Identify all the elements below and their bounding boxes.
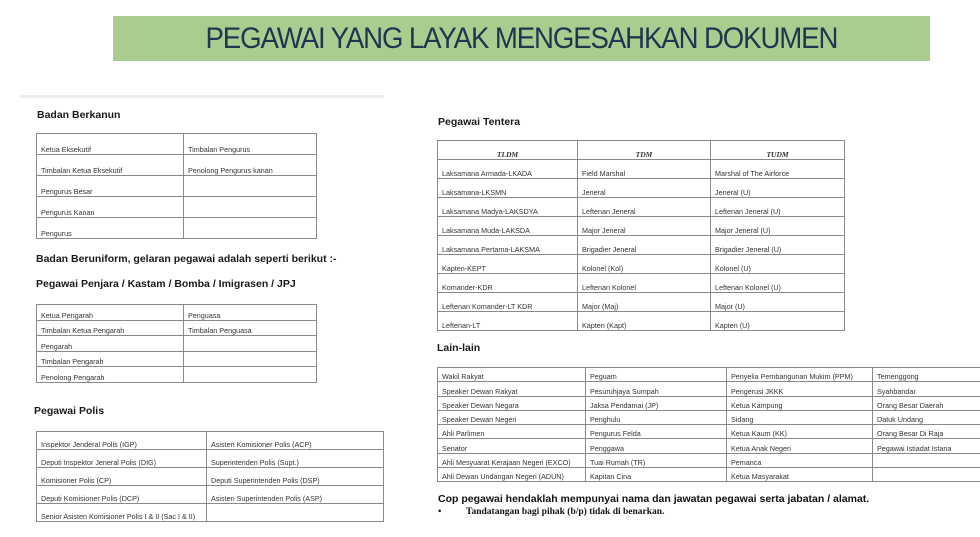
table-row [37,468,384,486]
table-badan-beruniform [36,304,317,383]
table-cell: Pengurus Felda [586,425,727,439]
table-cell: Major Jeneral (U) [711,217,845,236]
table-row [37,432,384,450]
table-cell: Pemanca [727,453,873,467]
table-row [438,312,845,331]
table-row [438,160,845,179]
table-cell: Orang Besar Di Raja [873,425,980,439]
table-cell: Timbalan Pengarah [37,351,184,367]
table-cell: Asisten Superintenden Polis (ASP) [207,486,384,504]
table-cell: Kapten (U) [711,312,845,331]
table-cell: Kapten (Kapt) [578,312,711,331]
table-row [438,293,845,312]
table-cell: Timbalan Penguasa [184,320,317,336]
table-row [37,320,317,336]
table-cell: Komander-KDR [438,274,578,293]
table-cell: Peguam [586,368,727,382]
table-cell: Pengarah [37,336,184,352]
table-cell [184,367,317,383]
table-row [438,236,845,255]
table-row [438,179,845,198]
table-row [438,439,980,453]
table-row [438,368,980,382]
table-cell: Speaker Dewan Rakyat [438,382,586,396]
table-row [438,274,845,293]
table-cell: Ketua Masyarakat [727,468,873,482]
table-cell: Penolong Pengurus kanan [184,155,317,176]
table-row [438,468,980,482]
table-row [37,197,317,218]
table-cell: Timbalan Ketua Eksekutif [37,155,184,176]
table-cell: Penguasa [184,305,317,321]
table-cell: Pengurus Besar [37,176,184,197]
table-cell: Kolonel (U) [711,255,845,274]
table-cell: Ketua Kampung [727,396,873,410]
table-cell: Penyelia Pembangunan Mukim (PPM) [727,368,873,382]
section-heading-pegawai-polis: Pegawai Polis [34,405,105,417]
table-cell [184,176,317,197]
table-cell: Ketua Eksekutif [37,134,184,155]
table-cell: Leftenan Komander-LT KDR [438,293,578,312]
table-pegawai-polis [36,431,384,522]
table-cell: Laksamana-LKSMN [438,179,578,198]
table-cell: Kapten-KEPT [438,255,578,274]
table-row [37,504,384,522]
table-cell: Pengerusi JKKK [727,382,873,396]
table-row [37,336,317,352]
table-row [37,367,317,383]
table-cell: Tuai Rumah (TR) [586,453,727,467]
table-cell: Senior Asisten Komisioner Polis I & II (Sac I & II) [37,504,207,522]
table-row [438,382,980,396]
table-cell: Ahli Mesyuarat Kerajaan Negeri (EXCO) [438,453,586,467]
table-row [438,217,845,236]
table-header-row [438,141,845,160]
table-cell: Asisten Komisioner Polis (ACP) [207,432,384,450]
signature-note-text: Tandatangan bagi pihak (b/p) tidak di benarkan. [466,507,665,517]
title-banner [113,16,930,61]
table-cell: Kolonel (Kol) [578,255,711,274]
page-title: PEGAWAI YANG LAYAK MENGESAHKAN DOKUMEN [205,21,838,55]
table-row [37,486,384,504]
table-row [438,255,845,274]
table-row [438,425,980,439]
table-row [37,351,317,367]
table-cell: Ahli Dewan Undangan Negeri (ADUN) [438,468,586,482]
table-cell [873,453,980,467]
table-cell: Brigadier Jeneral [578,236,711,255]
section-heading-lain-lain: Lain-lain [437,342,481,354]
table-cell: Deputi Komisioner Polis (DCP) [37,486,207,504]
table-cell: Leftenan Kolonel (U) [711,274,845,293]
table-cell: Wakil Rakyat [438,368,586,382]
table-cell: Leftenan Kolonel [578,274,711,293]
divider [20,95,384,98]
table-cell: Ahli Parlimen [438,425,586,439]
section-heading-badan-berkanun: Badan Berkanun [37,109,121,121]
table-cell: Speaker Dewan Negara [438,396,586,410]
table-cell: Datuk Undang [873,410,980,424]
table-cell: Penggawa [586,439,727,453]
table-cell: Ketua Pengarah [37,305,184,321]
table-cell: Deputi Inspektor Jeneral Polis (DIG) [37,450,207,468]
table-cell: Laksamana Madya-LAKSDYA [438,198,578,217]
table-badan-berkanun [36,133,317,239]
table-row [438,453,980,467]
table-cell: Deputi Superintenden Polis (DSP) [207,468,384,486]
table-cell: Jeneral [578,179,711,198]
table-row [37,218,317,239]
table-pegawai-tentera [437,140,845,331]
table-cell: Temenggong [873,368,980,382]
table-cell: Brigadier Jeneral (U) [711,236,845,255]
column-header-tdm: TDM [578,141,711,160]
table-cell: Penolong Pengarah [37,367,184,383]
signature-note [438,507,664,517]
table-cell: Ketua Kaum (KK) [727,425,873,439]
table-cell: Sidang [727,410,873,424]
table-cell: Kapitan Cina [586,468,727,482]
table-cell: Timbalan Pengurus [184,134,317,155]
table-cell: Senator [438,439,586,453]
table-cell: Major (U) [711,293,845,312]
table-cell: Komisioner Polis (CP) [37,468,207,486]
table-cell: Inspektor Jenderal Polis (IGP) [37,432,207,450]
table-row [37,305,317,321]
table-lain-lain [437,367,980,482]
subheading-penjara-kastam: Pegawai Penjara / Kastam / Bomba / Imigrasen / JPJ [36,278,296,290]
table-cell: Pegawai Istiadat Istana [873,439,980,453]
table-cell: Major (Maj) [578,293,711,312]
table-cell: Leftenan-LT [438,312,578,331]
table-cell: Superintenden Polis (Supt.) [207,450,384,468]
table-row [438,396,980,410]
table-cell: Major Jeneral [578,217,711,236]
table-cell: Laksamana Pertama-LAKSMA [438,236,578,255]
table-row [37,176,317,197]
table-cell [184,218,317,239]
table-cell: Syahbandar [873,382,980,396]
table-cell: Speaker Dewan Negeri [438,410,586,424]
table-cell: Field Marshal [578,160,711,179]
table-cell [184,336,317,352]
table-cell [184,197,317,218]
table-row [37,134,317,155]
table-row [37,155,317,176]
table-cell: Laksamana Muda-LAKSDA [438,217,578,236]
table-cell: Jeneral (U) [711,179,845,198]
table-cell: Timbalan Ketua Pengarah [37,320,184,336]
table-cell [207,504,384,522]
table-row [438,198,845,217]
table-cell: Laksamana Armada-LKADA [438,160,578,179]
table-cell: Pengurus Kanan [37,197,184,218]
table-cell: Orang Besar Daerah [873,396,980,410]
table-cell: Leftenan Jeneral (U) [711,198,845,217]
table-cell: Leftenan Jeneral [578,198,711,217]
table-cell: Ketua Anak Negeri [727,439,873,453]
table-cell: Pengurus [37,218,184,239]
column-header-tudm: TUDM [711,141,845,160]
bullet-icon: • [438,507,442,517]
table-cell: Marshal of The Airforce [711,160,845,179]
table-cell: Jaksa Pendamai (JP) [586,396,727,410]
section-heading-badan-beruniform: Badan Beruniform, gelaran pegawai adalah seperti berikut :- [36,253,337,265]
table-cell [184,351,317,367]
table-row [438,410,980,424]
table-cell: Pesuruhjaya Sumpah [586,382,727,396]
section-heading-pegawai-tentera: Pegawai Tentera [438,116,521,128]
cop-note: Cop pegawai hendaklah mempunyai nama dan jawatan pegawai serta jabatan / alamat. [438,493,870,505]
table-cell [873,468,980,482]
table-row [37,450,384,468]
column-header-tldm: TLDM [438,141,578,160]
table-cell: Penghulu [586,410,727,424]
